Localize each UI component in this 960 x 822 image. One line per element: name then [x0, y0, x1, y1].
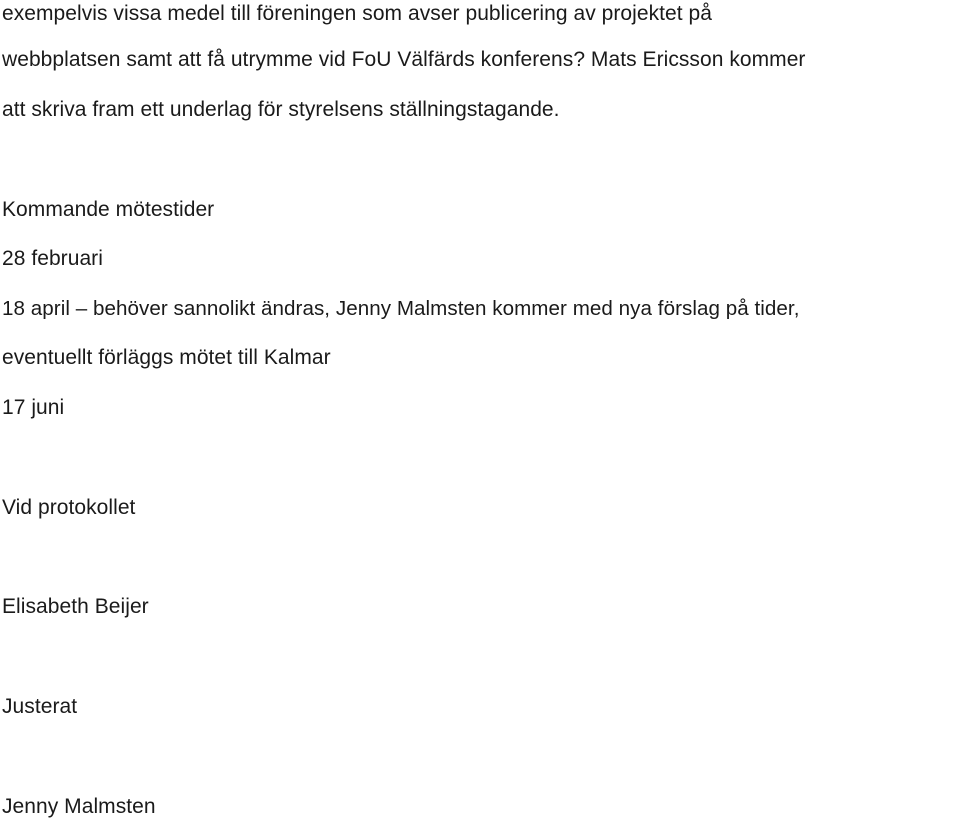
secretary-name: Elisabeth Beijer: [2, 595, 149, 618]
meeting-date-2-note: eventuellt förläggs mötet till Kalmar: [2, 346, 331, 369]
minutes-label: Vid protokollet: [2, 496, 136, 519]
meetings-heading: Kommande mötestider: [2, 198, 215, 221]
meeting-date-1: 28 februari: [2, 247, 103, 270]
meeting-date-3: 17 juni: [2, 396, 65, 419]
approver-name: Jenny Malmsten: [2, 795, 156, 818]
paragraph-line-3: att skriva fram ett underlag för styrelsens ställningstagande.: [2, 98, 560, 121]
approved-label: Justerat: [2, 695, 78, 718]
paragraph-line-2: webbplatsen samt att få utrymme vid FoU Välfärds konferens? Mats Ericsson kommer: [2, 48, 806, 71]
meeting-date-2: 18 april – behöver sannolikt ändras, Jenny Malmsten kommer med nya förslag på tider,: [2, 297, 800, 320]
paragraph-line-1: exempelvis vissa medel till föreningen som avser publicering av projektet på: [2, 2, 712, 25]
